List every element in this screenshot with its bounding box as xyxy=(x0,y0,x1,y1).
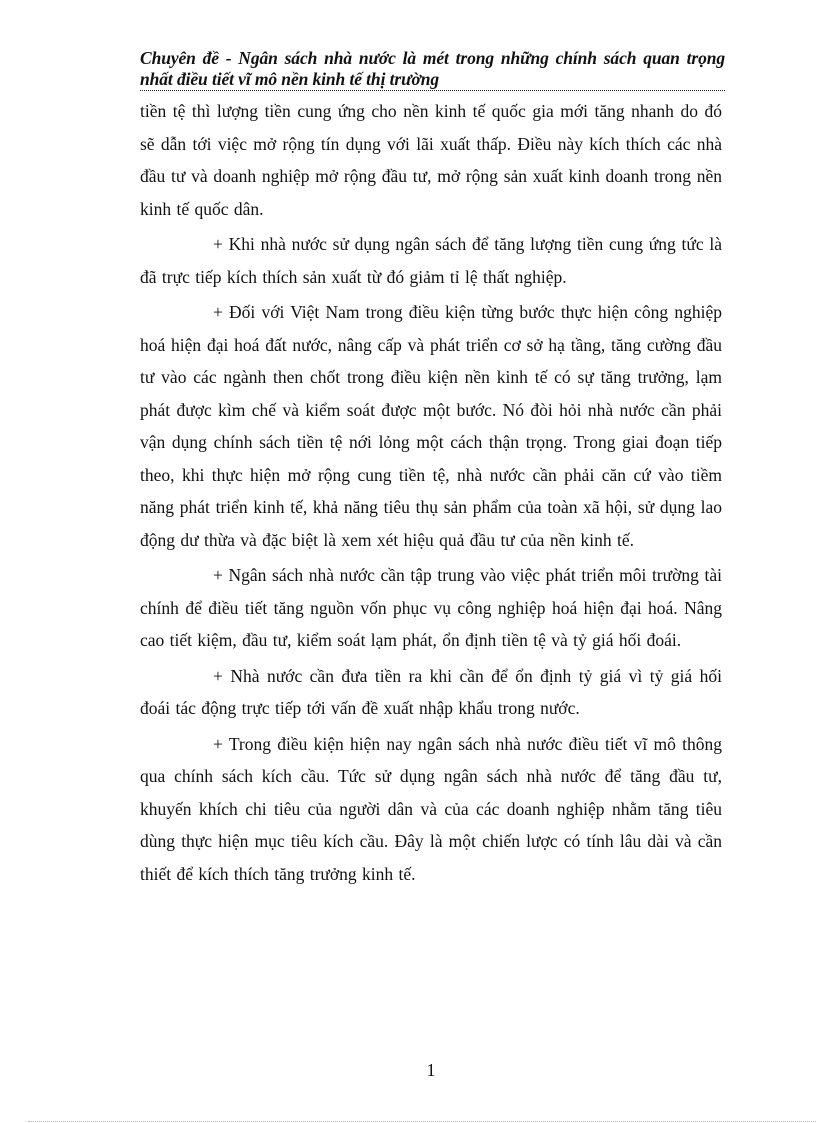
paragraph-money-supply: + Khi nhà nước sử dụng ngân sách để tăng lượng tiền cung ứng tức là đã trực tiếp kích thích sản xuất từ đó giảm tỉ lệ thất nghiệp. xyxy=(140,234,722,287)
document-body xyxy=(140,95,722,893)
paragraph-demand-stimulus: + Trong điều kiện hiện nay ngân sách nhà nước điều tiết vĩ mô thông qua chính sách kích cầu. Tức sử dụng ngân sách nhà nước để tăng đầu tư, khuyến khích chi tiêu của người dân và của các doanh nghiệp nhằm tăng tiêu dùng thực hiện mục tiêu kích cầu. Đây là một chiến lược có tính lâu dài và cần thiết để kích thích tăng trưởng kinh tế. xyxy=(140,733,722,884)
page-header-title: Chuyên đề - Ngân sách nhà nước là mét trong những chính sách quan trọng nhất điều tiết vĩ mô nền kinh tế thị trường xyxy=(140,48,725,89)
paragraph-vietnam-industrialization: + Đối với Việt Nam trong điều kiện từng bước thực hiện công nghiệp hoá hiện đại hoá đất nước, nâng cấp và phát triển cơ sở hạ tầng, tăng cường đầu tư vào các ngành then chốt trong điều kiện nền kinh tế có sự tăng trưởng, lạm phát được kìm chế và kiểm soát được một bước. Nó đòi hỏi nhà nước cần phải vận dụng chính sách tiền tệ nới lỏng một cách thận trọng. Trong giai đoạn tiếp theo, khi thực hiện mở rộng cung tiền tệ, nhà nước cần phải căn cứ vào tiềm năng phát triển kinh tế, khả năng tiêu thụ sản phẩm của toàn xã hội, sử dụng lao động dư thừa và đặc biệt là xem xét hiệu quả đầu tư của nền kinh tế. xyxy=(140,302,722,550)
paragraph-exchange-rate: + Nhà nước cần đưa tiền ra khi cần để ổn định tỷ giá vì tỷ giá hối đoái tác động trực tiếp tới vấn đề xuất nhập khẩu trong nước. xyxy=(140,665,722,718)
footer-divider xyxy=(28,1121,816,1122)
paragraph-financial-environment: + Ngân sách nhà nước cần tập trung vào việc phát triển môi trường tài chính để điều tiết tăng nguồn vốn phục vụ công nghiệp hoá hiện đại hoá. Nâng cao tiết kiệm, đầu tư, kiểm soát lạm phát, ổn định tiền tệ và tỷ giá hối đoái. xyxy=(140,565,722,650)
paragraph-continuation: tiền tệ thì lượng tiền cung ứng cho nền kinh tế quốc gia mới tăng nhanh do đó sẽ dẫn tới việc mở rộng tín dụng với lãi xuất thấp. Điều này kích thích các nhà đầu tư và doanh nghiệp mở rộng đầu tư, mở rộng sản xuất kinh doanh trong nền kinh tế quốc dân. xyxy=(140,101,722,219)
page-number: 1 xyxy=(426,1060,436,1080)
header-divider xyxy=(140,90,725,91)
